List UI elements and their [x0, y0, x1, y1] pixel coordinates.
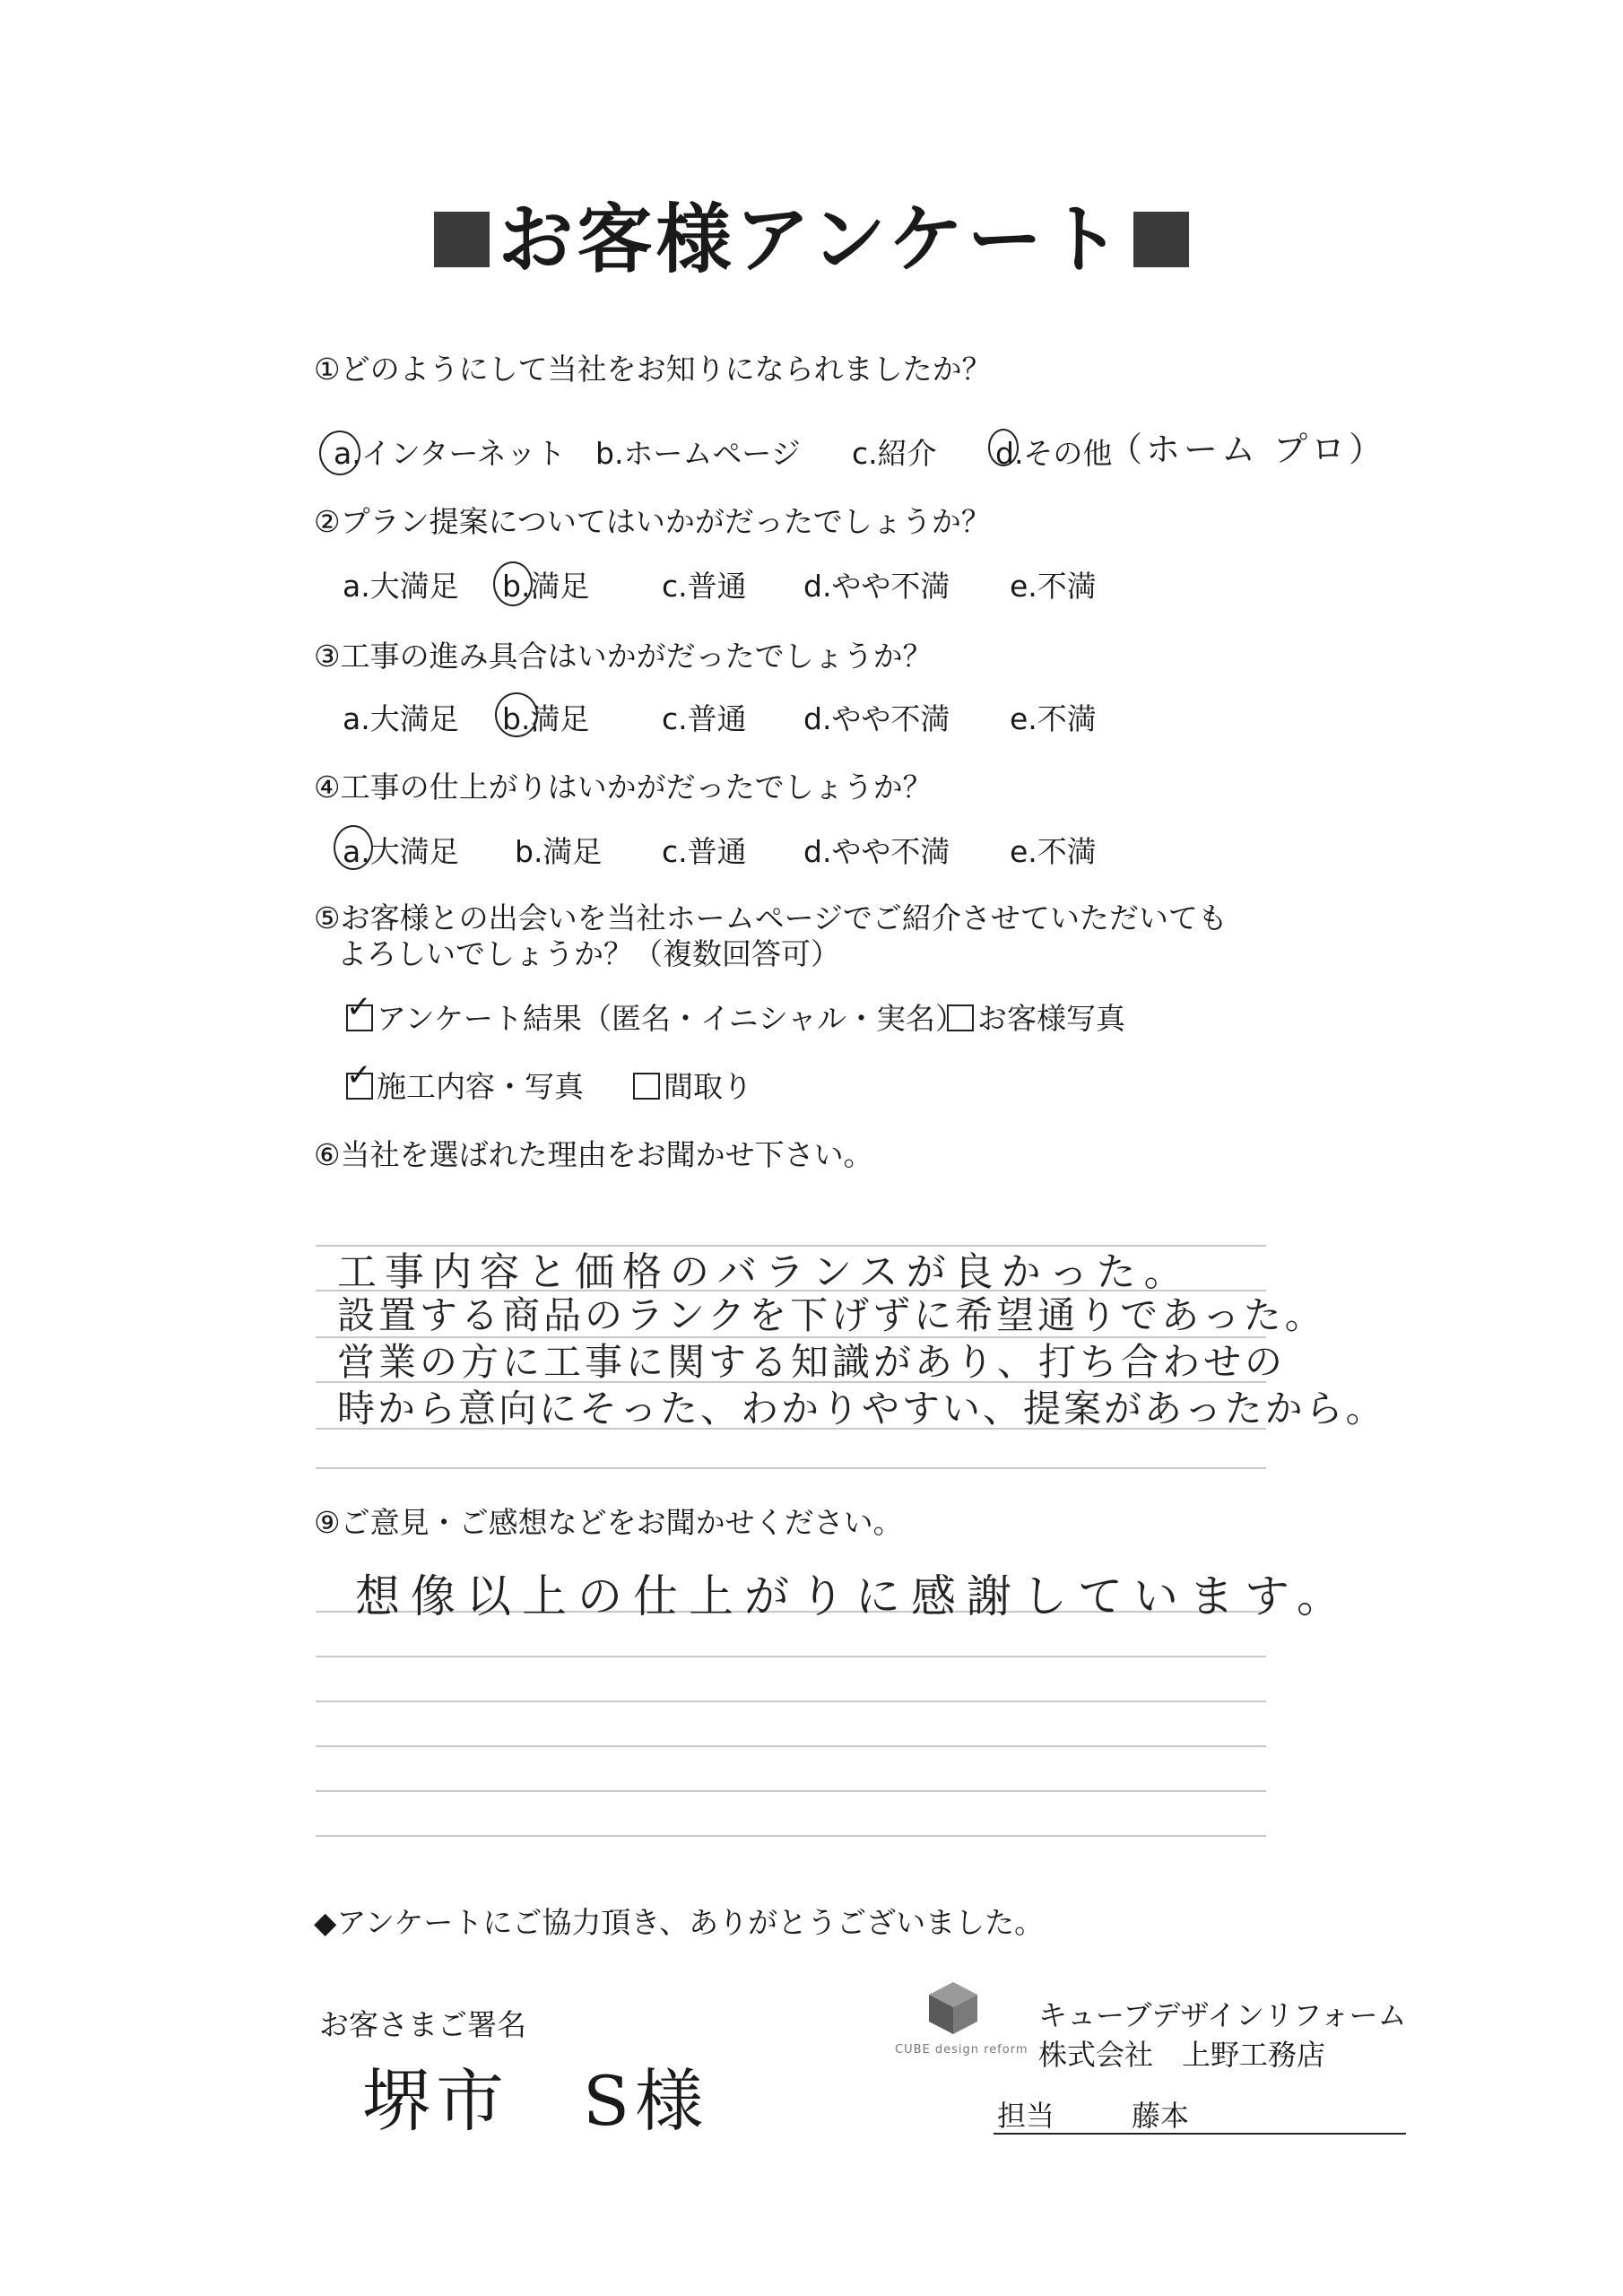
- q1-option-d: d.その他: [995, 436, 1113, 471]
- q3-option-a: a.大満足: [343, 701, 459, 736]
- q1-option-c: c.紹介: [852, 436, 937, 471]
- answer-line: [316, 1790, 1266, 1792]
- q5-option-label: 施工内容・写真: [377, 1069, 584, 1104]
- q9-answer-line-1: 想像以上の仕上がりに感謝しています。: [355, 1570, 1352, 1622]
- q6-answer-line-2: 設置する商品のランクを下げずに希望通りであった。: [337, 1293, 1326, 1337]
- checkbox-checked: [346, 989, 373, 1031]
- q3-question: ③工事の進み具合はいかがだったでしょうか？: [314, 639, 933, 674]
- q4-option-d: d.やや不満: [803, 834, 950, 869]
- answer-line: [316, 1745, 1266, 1747]
- q2-option-d: d.やや不満: [803, 569, 950, 604]
- q4-circle-a: [334, 825, 373, 870]
- tick-mark: ✓: [346, 1057, 372, 1093]
- q2-question: ②プラン提案についてはいかがだったでしょうか？: [314, 504, 991, 539]
- q3-circle-b: [495, 692, 538, 737]
- q3-option-d: d.やや不満: [803, 701, 950, 736]
- company-brand: キューブデザインリフォーム: [1038, 1998, 1407, 2032]
- q2-option-b: b.満足: [502, 569, 590, 604]
- q2-option-e: e.不満: [1010, 569, 1097, 604]
- q5-option-label: 間取り: [664, 1069, 752, 1104]
- q6-question: ⑥当社を選ばれた理由をお聞かせ下さい。: [314, 1137, 873, 1172]
- q5-question-line1: ⑤お客様との出会いを当社ホームページでご紹介させていただいても: [314, 900, 1228, 935]
- q9-question: ⑨ご意見・ご感想などをお聞かせください。: [314, 1505, 903, 1540]
- q5-option-customer-photo: [947, 996, 1125, 1038]
- q3-option-b: b.満足: [502, 701, 590, 736]
- q5-option-label: お客様写真: [977, 1001, 1125, 1036]
- q1-circle-d: [988, 429, 1019, 466]
- answer-line: [316, 1656, 1266, 1657]
- q4-option-b: b.満足: [515, 834, 603, 869]
- answer-line: [316, 1700, 1266, 1702]
- page-title: [0, 179, 1623, 288]
- tick-mark: ✓: [346, 989, 372, 1025]
- q2-option-a: a.大満足: [343, 569, 459, 604]
- cube-logo-icon: [925, 1980, 981, 2036]
- signature-label: お客さまご署名: [319, 2007, 526, 2042]
- q4-option-e: e.不満: [1010, 834, 1097, 869]
- q4-option-c: c.普通: [662, 834, 747, 869]
- q1-circle-a: [319, 430, 360, 475]
- q5-option-floor-plan: [633, 1064, 752, 1106]
- staff-underline: [994, 2133, 1406, 2135]
- checkbox-checked: [346, 1057, 373, 1100]
- staff-label: 担当: [997, 2099, 1055, 2133]
- q6-answer-line-4: 時から意向にそった、わかりやすい、提案があったから。: [337, 1387, 1386, 1431]
- title-block-right: [1133, 212, 1189, 267]
- answer-line: [316, 1835, 1266, 1837]
- q1-option-a: a.インターネット: [334, 436, 566, 471]
- q3-option-e: e.不満: [1010, 701, 1097, 736]
- checkbox-unchecked: [633, 1073, 660, 1100]
- q4-question: ④工事の仕上がりはいかがだったでしょうか？: [314, 770, 933, 804]
- staff-name: 藤本: [1132, 2099, 1190, 2133]
- answer-line: [316, 1467, 1266, 1469]
- q4-option-a: a.大満足: [343, 834, 459, 869]
- q5-option-label: アンケート結果（匿名・イニシャル・実名）: [377, 1001, 966, 1036]
- q6-answer-line-1: 工事内容と価格のバランスが良かった。: [337, 1249, 1192, 1295]
- q1-option-b: b.ホームページ: [595, 436, 801, 471]
- q6-answer-line-3: 営業の方に工事に関する知識があり、打ち合わせの: [337, 1340, 1287, 1384]
- title-text: お客様アンケート: [498, 196, 1125, 283]
- q5-option-survey-results: [346, 989, 966, 1038]
- q1-other-answer: （ホーム プロ）: [1108, 430, 1387, 469]
- q5-option-construction-photos: [346, 1057, 584, 1106]
- checkbox-unchecked: [947, 1004, 974, 1031]
- logo-caption: CUBE design reform: [895, 2043, 1028, 2057]
- q3-option-c: c.普通: [662, 701, 747, 736]
- thanks-message: ◆アンケートにご協力頂き、ありがとうございました。: [314, 1905, 1045, 1940]
- title-block-left: [434, 212, 490, 267]
- company-name: 株式会社 上野工務店: [1038, 2038, 1326, 2072]
- signature-name: 堺市 S様: [362, 2061, 709, 2141]
- q2-circle-b: [493, 561, 533, 606]
- q2-option-c: c.普通: [662, 569, 747, 604]
- q1-question: ①どのようにして当社をお知りになられましたか？: [314, 352, 992, 387]
- q5-question-line2: よろしいでしょうか？（複数回答可）: [337, 936, 840, 971]
